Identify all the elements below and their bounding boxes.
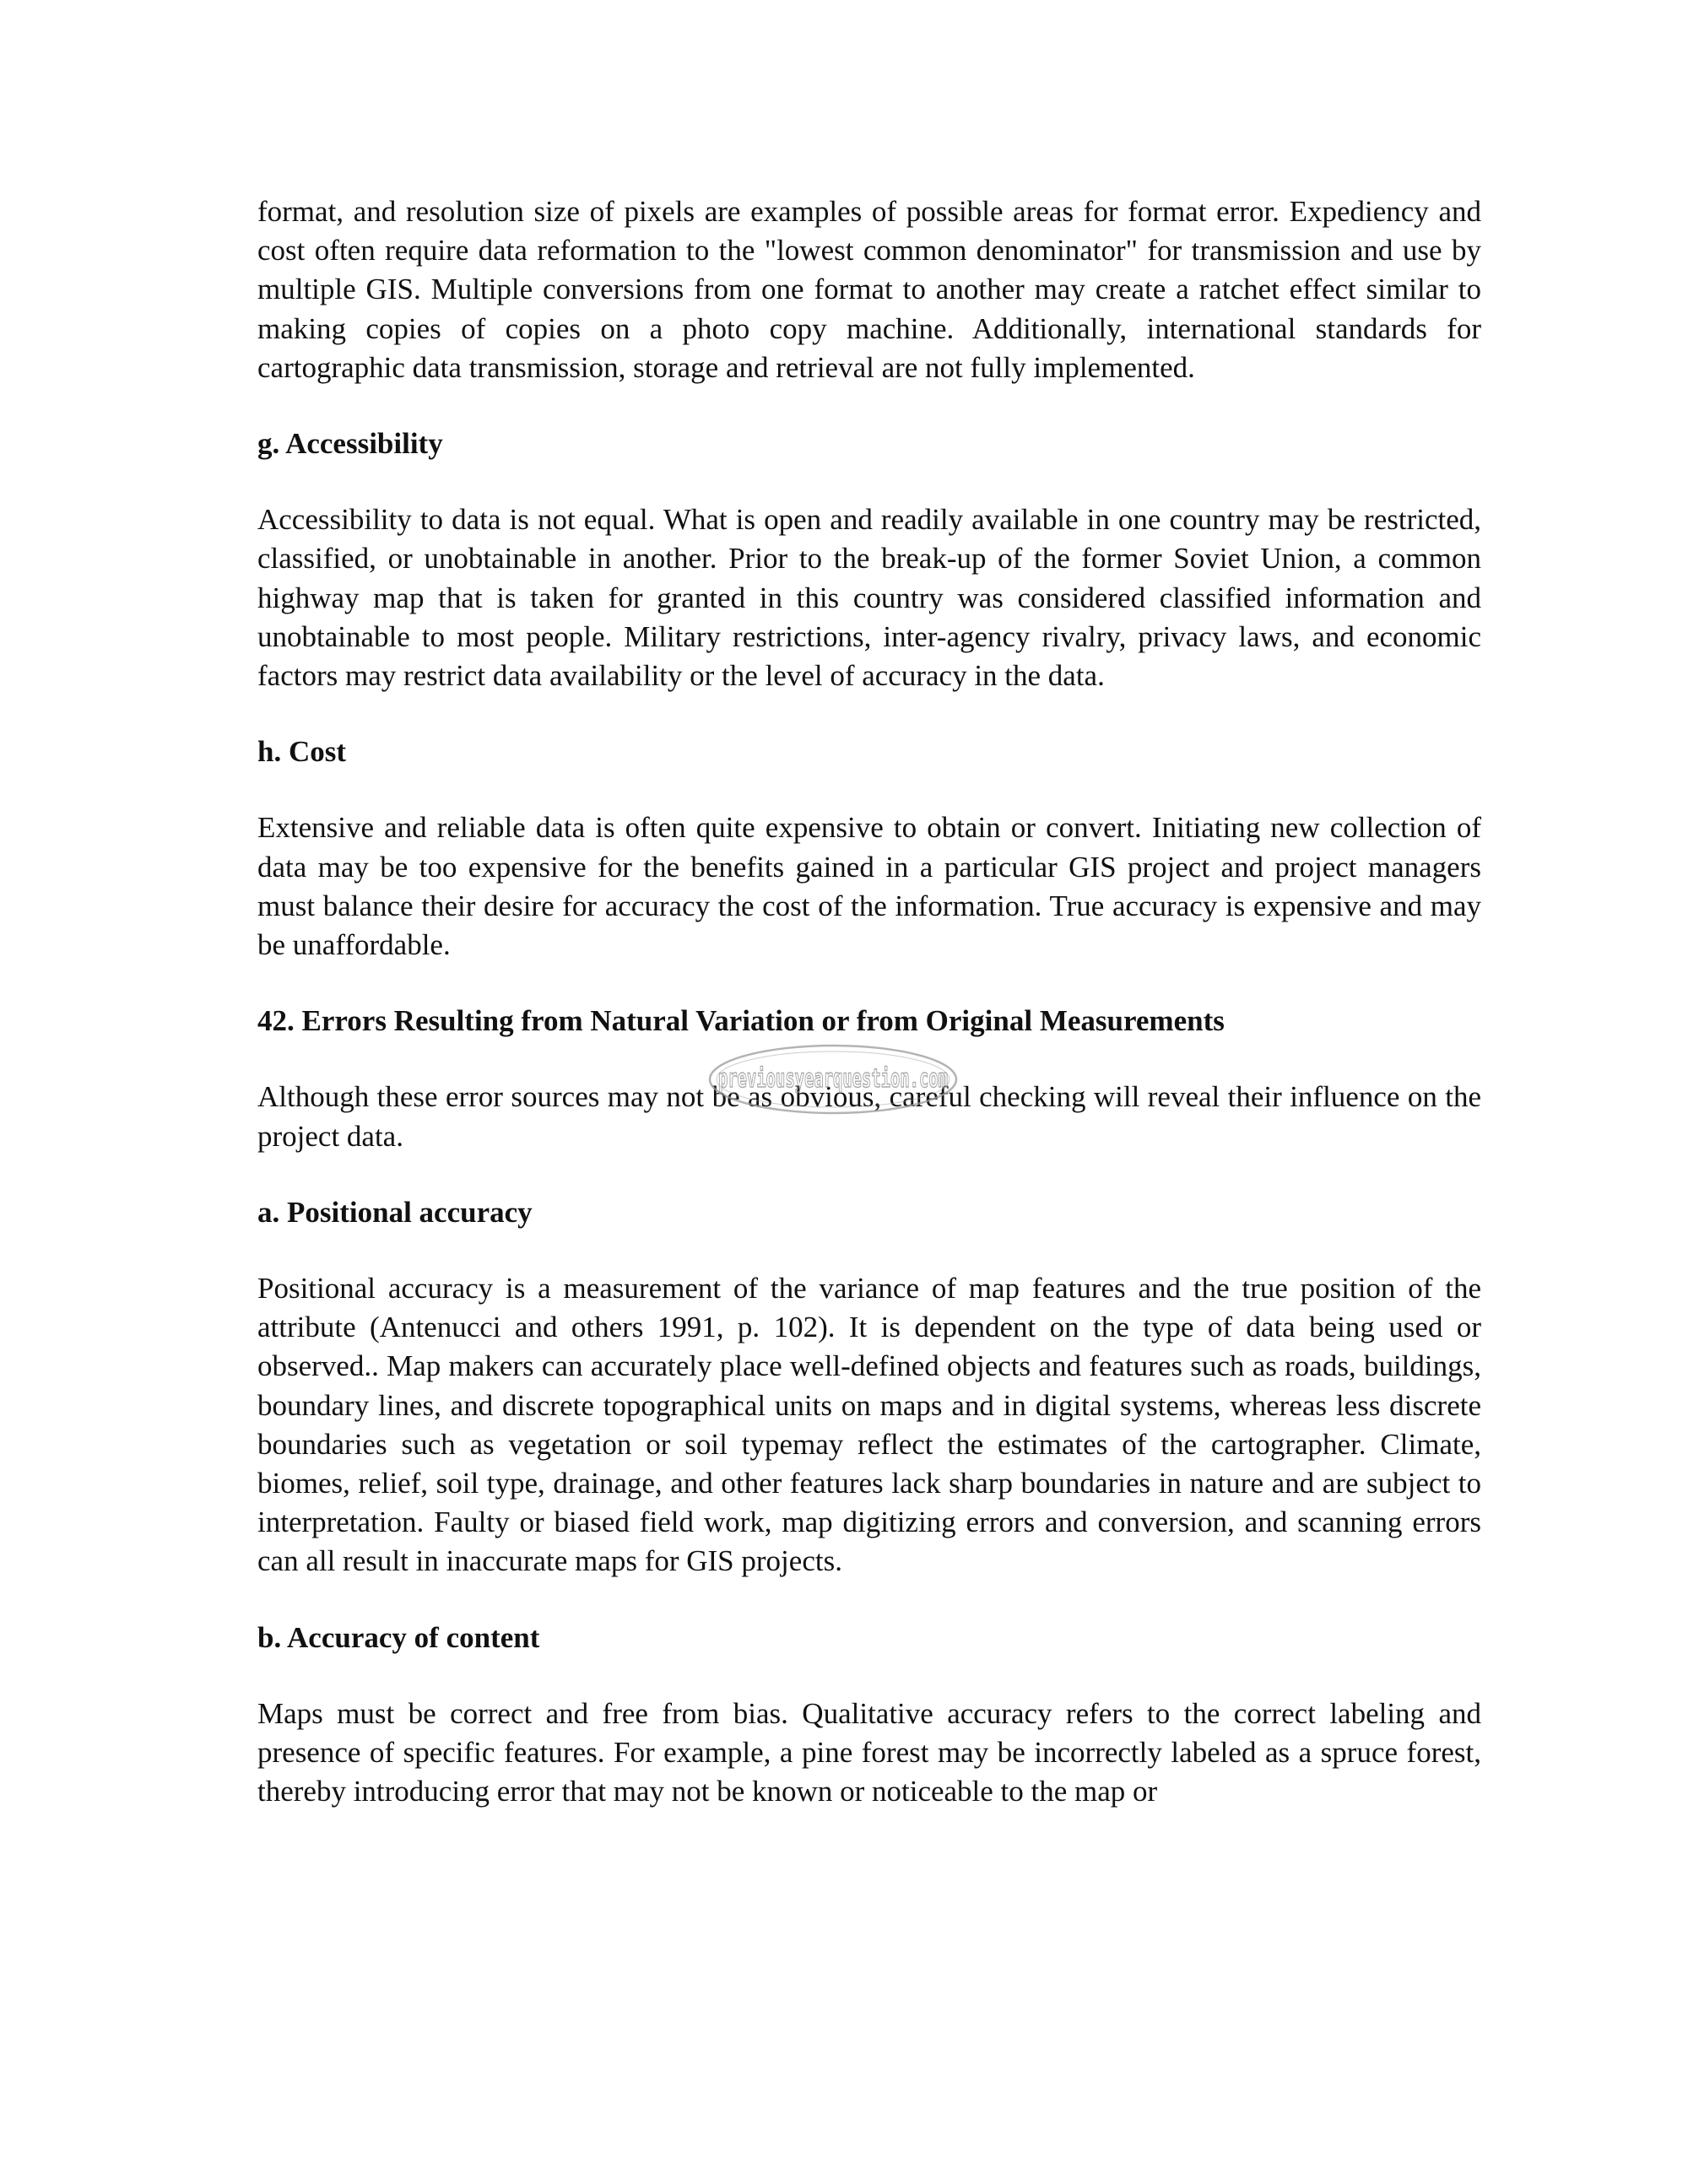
paragraph-accessibility: Accessibility to data is not equal. What is open and readily available in one country may be restricted, classified, or unobtainable in another. Prior to the break-up of the former Soviet Union, a common highway map that is taken for granted in this country was considered classified information and unobtainable to most people. Military restrictions, inter-agency rivalry, privacy laws, and economic factors may restrict data availability or the level of accuracy in the data. [257,503,1481,693]
paragraph-accuracy-of-content: Maps must be correct and free from bias. Qualitative accuracy refers to the correct labeling and presence of specific features. For example, a pine forest may be incorrectly labeled as a spruce forest, thereby introducing error that may not be known or noticeable to the map or [257,1696,1481,1808]
heading-positional-accuracy: a. Positional accuracy [257,1195,533,1229]
document-page [257,192,1481,1812]
paragraph-format-error: format, and resolution size of pixels are examples of possible areas for format error. Expediency and cost often require data reformation to the "lowest common denominator" for transmission and use by multiple GIS. Multiple conversions from one format to another may create a ratchet effect similar to making copies of copies on a photo copy machine. Additionally, international standards for cartographic data transmission, storage and retrieval are not fully implemented. [257,195,1481,384]
paragraph-positional-accuracy: Positional accuracy is a measurement of the variance of map features and the true position of the attribute (Antenucci and others 1991, p. 102). It is dependent on the type of data being used or observed.. Map makers can accurately place well-defined objects and features such as roads, buildings, boundary lines, and discrete topographical units on maps and in digital systems, whereas less discrete boundaries such as vegetation or soil typemay reflect the estimates of the cartographer. Climate, biomes, relief, soil type, drainage, and other features lack sharp boundaries in nature and are subject to interpretation. Faulty or biased field work, map digitizing errors and conversion, and scanning errors can all result in inaccurate maps for GIS projects. [257,1272,1481,1578]
paragraph-cost: Extensive and reliable data is often quite expensive to obtain or convert. Initiating new collection of data may be too expensive for the benefits gained in a particular GIS project and project managers must balance their desire for accuracy the cost of the information. True accuracy is expensive and may be unaffordable. [257,811,1481,962]
heading-cost: h. Cost [257,735,347,769]
heading-accessibility: g. Accessibility [257,427,443,461]
heading-accuracy-of-content: b. Accuracy of content [257,1620,540,1654]
paragraph-natural-variation-errors: Although these error sources may not be as obvious, careful checking will reveal their influence on the project data. [257,1080,1481,1153]
watermark-text: previousyearquestion.com [718,1064,948,1094]
heading-natural-variation-errors: 42. Errors Resulting from Natural Variation or from Original Measurements [257,1004,1225,1038]
